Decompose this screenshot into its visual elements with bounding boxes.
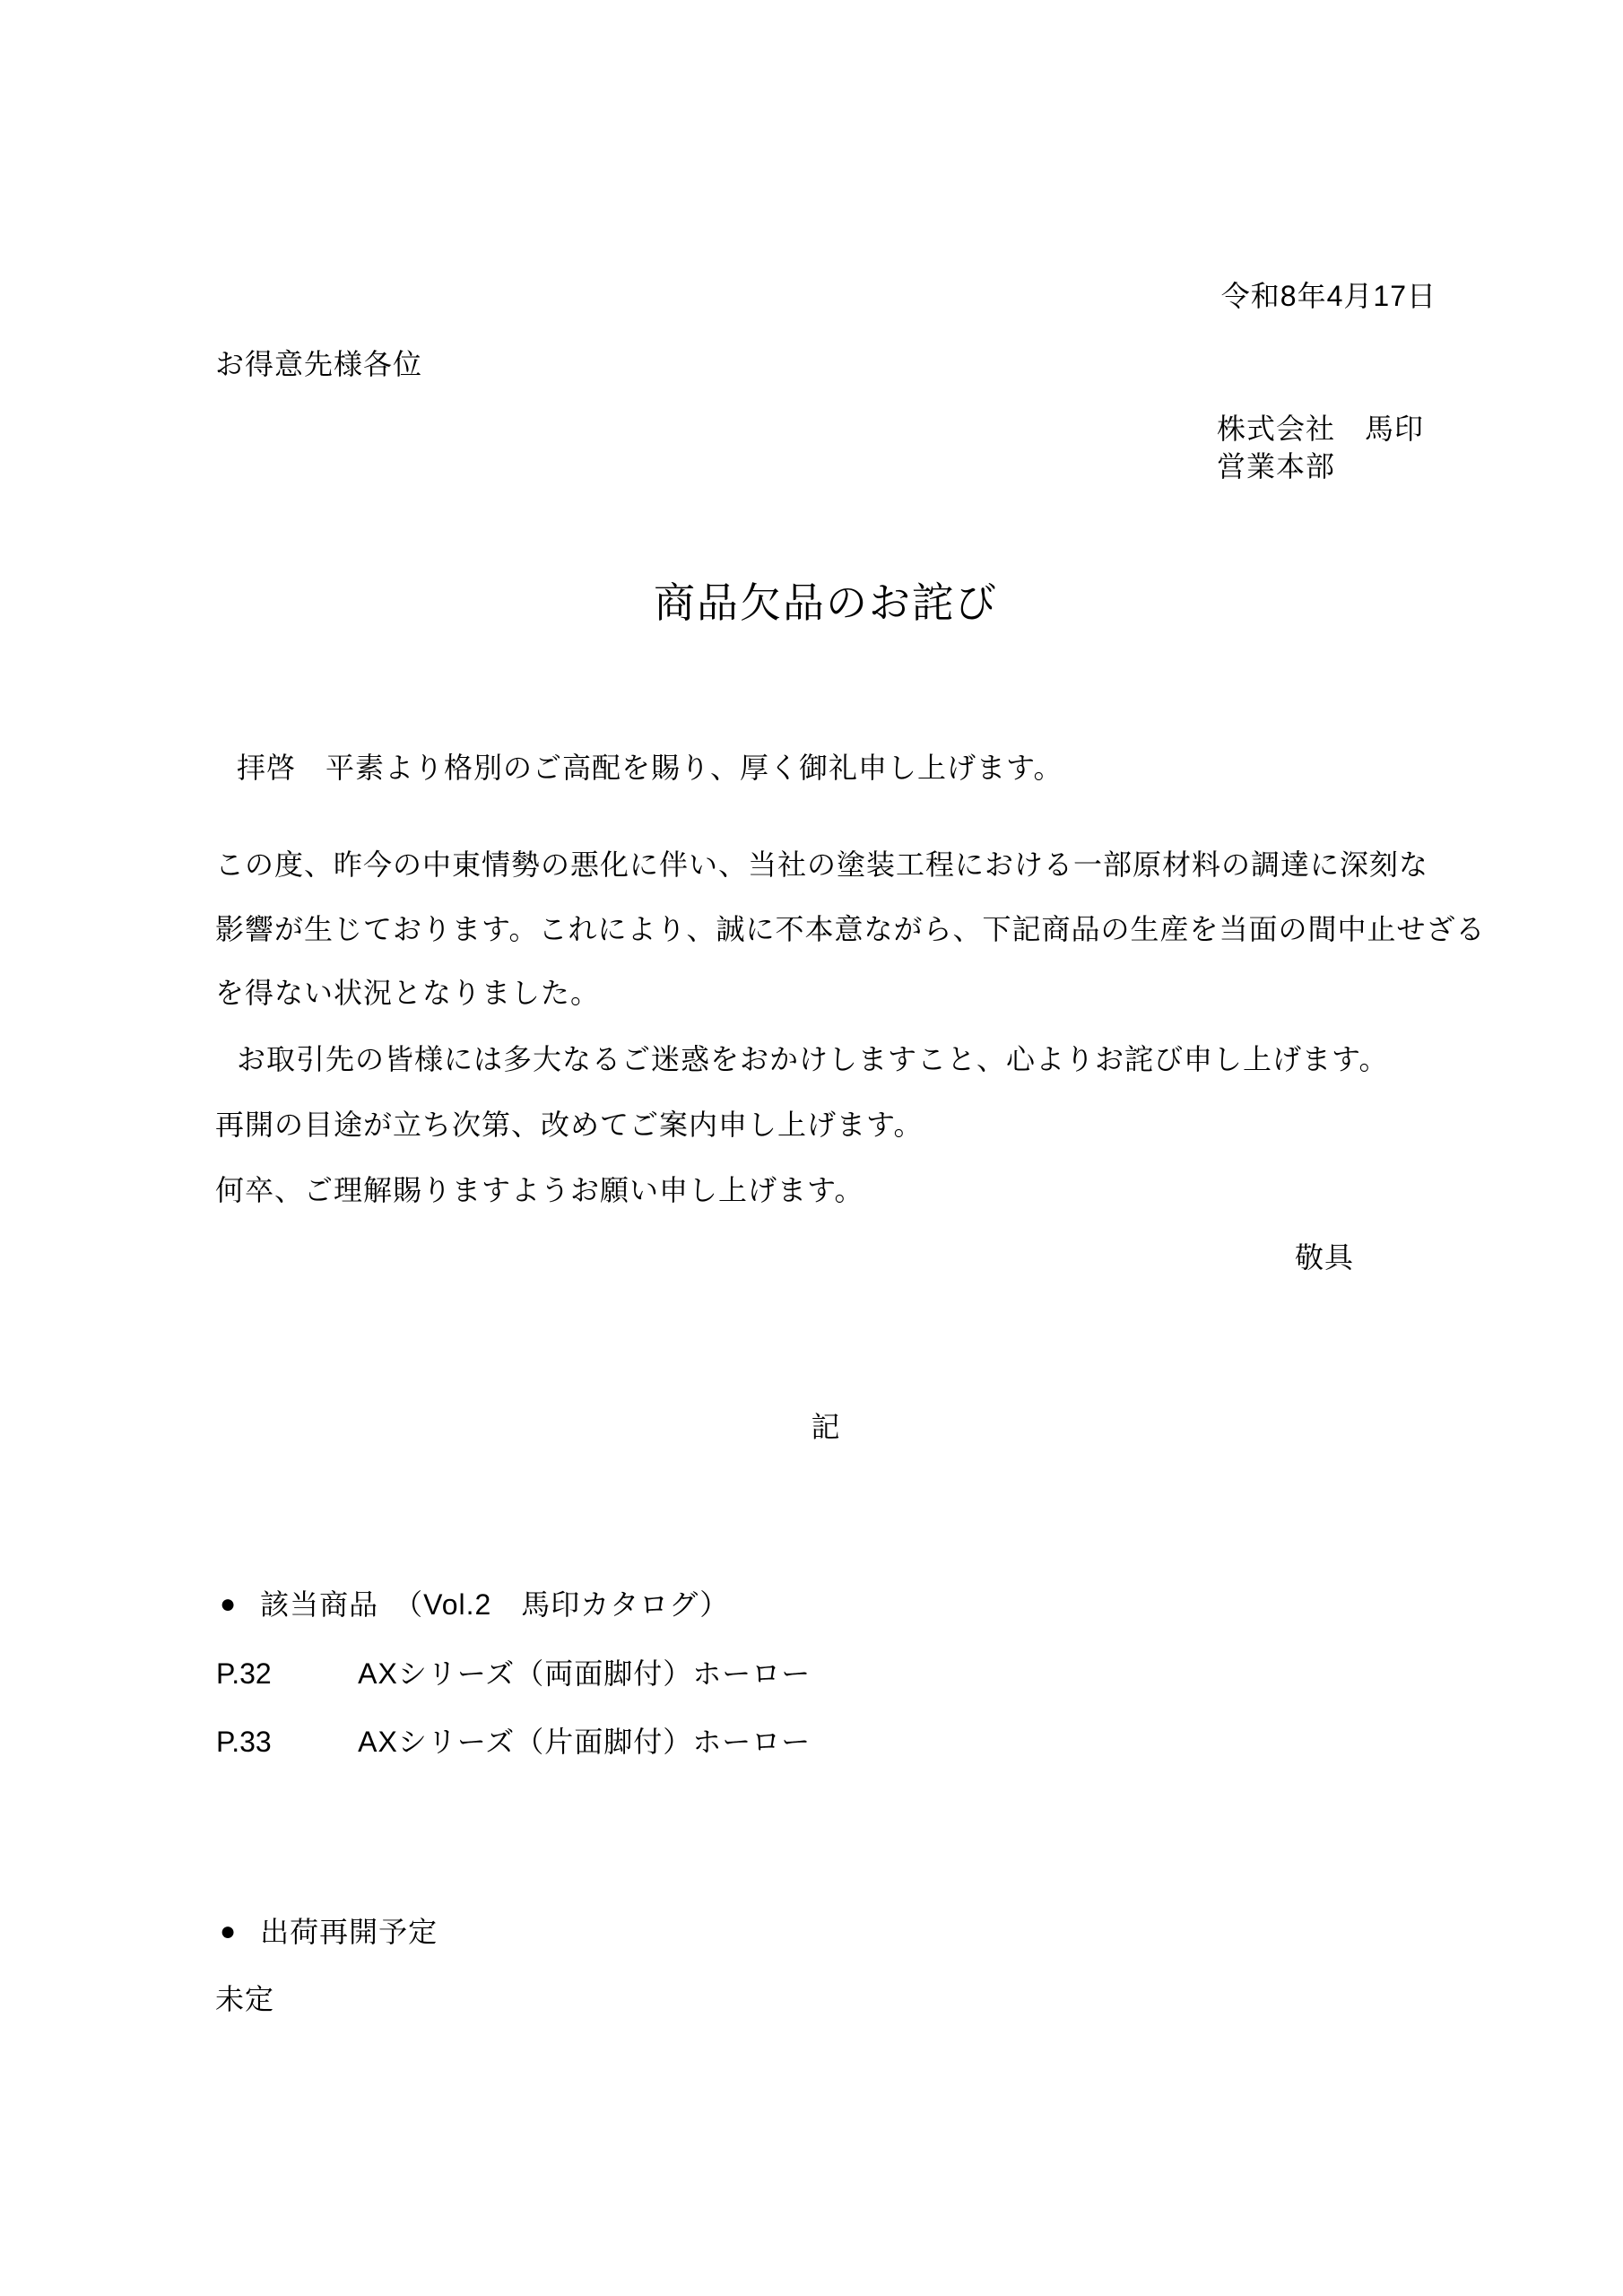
product-page-number: P.33: [216, 1726, 272, 1758]
record-marker: 記: [811, 1411, 841, 1443]
product-row: [216, 1657, 811, 1691]
greeting-line: 拝啓 平素より格別のご高配を賜り、厚く御礼申し上げます。: [237, 752, 1063, 784]
sender-division: 営業本部: [1217, 450, 1336, 483]
body-line: を得ない状況となりました。: [215, 977, 601, 1009]
body-line: 影響が生じております。これにより、誠に不本意ながら、下記商品の生産を当面の間中止せざる: [215, 913, 1486, 945]
document-date: 令和8年4月17日: [1220, 280, 1436, 312]
body-line: 再開の目途が立ち次第、改めてご案内申し上げます。: [215, 1109, 924, 1141]
bullet-circle-icon: ●: [220, 1589, 237, 1620]
products-section-heading-row: [220, 1588, 729, 1622]
shipment-status: 未定: [215, 1983, 275, 2015]
body-line: 何卒、ご理解賜りますようお願い申し上げます。: [215, 1174, 864, 1206]
recipient-line: お得意先様各位: [215, 348, 423, 380]
body-line: お取引先の皆様には多大なるご迷惑をおかけしますこと、心よりお詫び申し上げます。: [237, 1043, 1389, 1075]
shipment-section-heading-row: [220, 1916, 438, 1949]
product-name: AXシリーズ（片面脚付）ホーロー: [358, 1726, 812, 1758]
shipment-section-heading: 出荷再開予定: [260, 1916, 438, 1948]
closing-word: 敬具: [1294, 1241, 1354, 1274]
products-section-heading: 該当商品 （Vol.2 馬印カタログ）: [260, 1588, 730, 1621]
product-name: AXシリーズ（両面脚付）ホーロー: [358, 1657, 812, 1690]
sender-company: 株式会社 馬印: [1217, 413, 1425, 445]
bullet-circle-icon: ●: [220, 1917, 237, 1947]
document-title: 商品欠品のお詫び: [654, 579, 998, 626]
body-line: この度、昨今の中東情勢の悪化に伴い、当社の塗装工程における一部原材料の調達に深刻な: [215, 848, 1429, 881]
product-page-number: P.32: [216, 1657, 272, 1690]
product-row: [216, 1726, 811, 1759]
